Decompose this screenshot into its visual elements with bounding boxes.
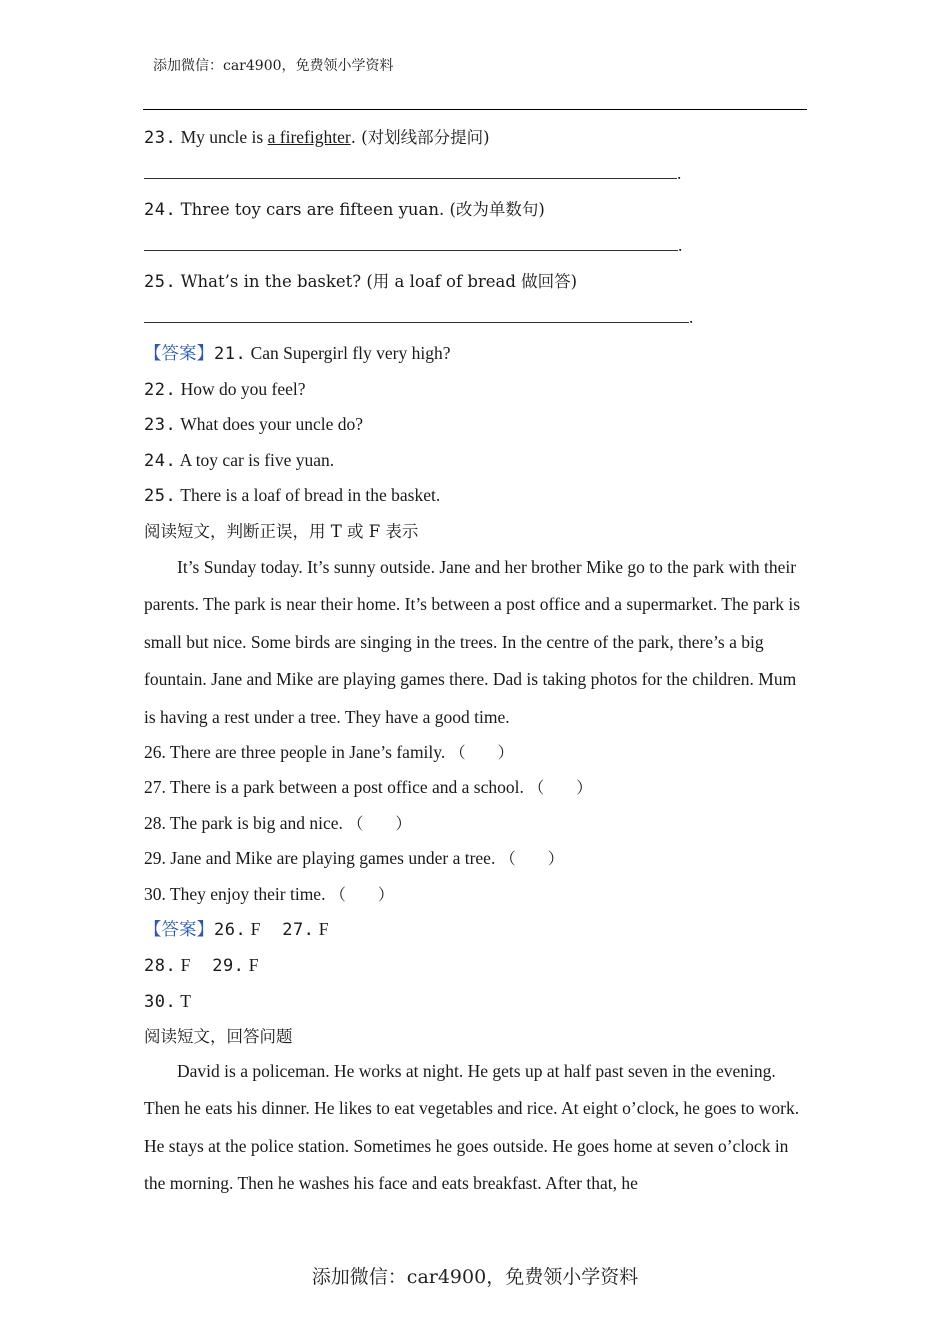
- answer-23: 23. What does your uncle do?: [144, 414, 363, 435]
- section-title-true-false: 阅读短文，判断正误，用 T 或 F 表示: [144, 522, 419, 541]
- answer-22: 22. How do you feel?: [144, 379, 306, 400]
- question-25: 25. What’s in the basket? (用 a loaf of bread 做回答): [144, 272, 578, 292]
- tf-question-26: 26. There are three people in Jane’s family. （ ）: [144, 742, 514, 762]
- answers-28-29: 28. F 29. F: [144, 955, 259, 976]
- tf-question-29: 29. Jane and Mike are playing games under a tree. （ ）: [144, 848, 564, 868]
- tf-question-30: 30. They enjoy their time. （ ）: [144, 884, 394, 904]
- header-watermark: 添加微信：car4900，免费领小学资料: [153, 58, 394, 74]
- section-title-answer-questions: 阅读短文，回答问题: [144, 1027, 293, 1046]
- tf-question-28: 28. The park is big and nice. （ ）: [144, 813, 412, 833]
- answer-paren[interactable]: （ ）: [347, 814, 412, 833]
- answer-paren[interactable]: （ ）: [499, 849, 564, 868]
- answers-26-27: 【答案】26. F 27. F: [144, 919, 329, 940]
- answer-21: 【答案】21. Can Supergirl fly very high?: [144, 343, 451, 364]
- question-24: 24. Three toy cars are fifteen yuan. (改为单数句): [144, 200, 545, 220]
- answer-blank-24[interactable]: .: [144, 234, 682, 256]
- reading-passage-2: David is a policeman. He works at night. He gets up at half past seven in the evening. Then he eats his dinner. He likes to eat vegetables and rice. At eight o’clock, he goes to work. He stays at the police station. Sometimes he goes outside. He goes home at seven o’clock in the morning. Then he washes his face and eats breakfast. After that, he: [144, 1061, 800, 1194]
- answer-blank-23[interactable]: .: [144, 162, 681, 184]
- answer-24: 24. A toy car is five yuan.: [144, 450, 335, 471]
- answer-30: 30. T: [144, 991, 191, 1012]
- answer-blank-25[interactable]: .: [144, 306, 693, 328]
- reading-passage-1: It’s Sunday today. It’s sunny outside. Jane and her brother Mike go to the park with their parents. The park is near their home. It’s between a post office and a supermarket. The park is small but nice. Some birds are singing in the trees. In the centre of the park, there’s a big fountain. Jane and Mike are playing games there. Dad is taking photos for the children. Mum is having a rest under a tree. They have a good time.: [144, 557, 801, 727]
- answer-paren[interactable]: （ ）: [329, 885, 394, 904]
- footer-watermark: 添加微信：car4900，免费领小学资料: [311, 1266, 639, 1288]
- answer-tag: 【答案】: [144, 344, 214, 364]
- tf-question-27: 27. There is a park between a post office and a school. （ ）: [144, 777, 593, 797]
- answer-25: 25. There is a loaf of bread in the basket.: [144, 485, 441, 506]
- question-23: 23. My uncle is a firefighter. (对划线部分提问): [144, 127, 490, 148]
- underlined-phrase: a firefighter: [267, 127, 351, 147]
- header-rule: [143, 109, 807, 110]
- answer-paren[interactable]: （ ）: [528, 778, 593, 797]
- answer-paren[interactable]: （ ）: [449, 743, 514, 762]
- answer-tag: 【答案】: [144, 920, 214, 940]
